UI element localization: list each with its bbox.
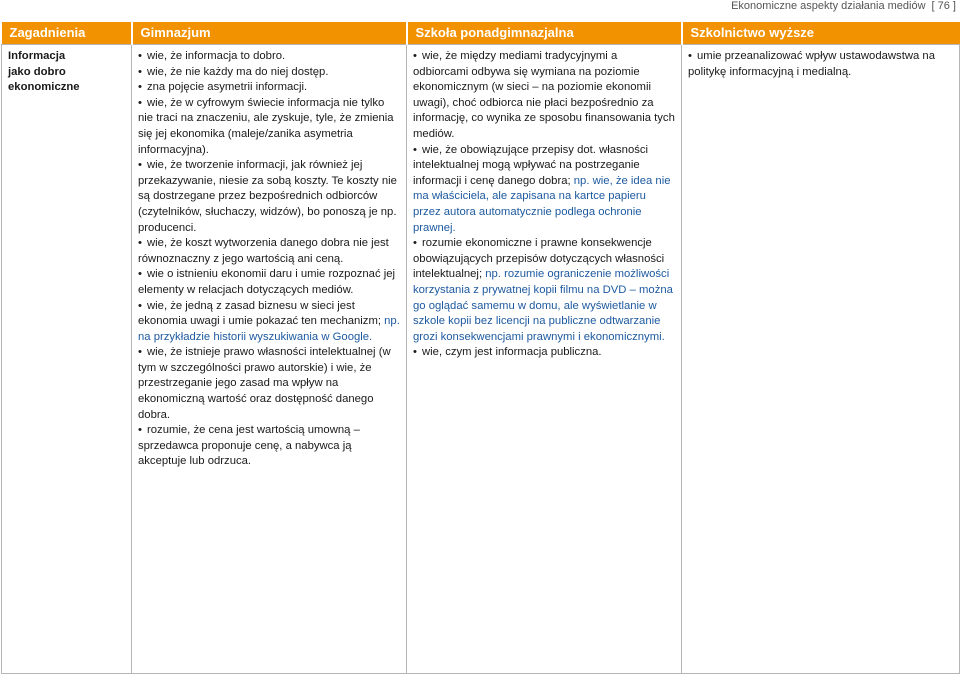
- bullet-icon: •: [138, 299, 142, 312]
- bullet-icon: •: [413, 143, 417, 156]
- ponadgimnazjalna-cell: [407, 45, 682, 674]
- item-text: wie, czym jest informacja publiczna.: [422, 346, 602, 359]
- bullet-icon: •: [138, 81, 142, 94]
- bullet-icon: •: [138, 346, 142, 359]
- table-header-row: [2, 22, 960, 45]
- topic-line: ekonomiczne: [8, 81, 80, 94]
- item-text: rozumie, że cena jest wartością umowną – sprzedawca proponuje cenę, a nabywca ją akceptuje lub odrzuca.: [138, 424, 360, 468]
- bullet-icon: •: [138, 65, 142, 78]
- running-header: [731, 0, 956, 12]
- column-header-ponadgimnazjalna: Szkoła ponadgimnazjalna: [407, 22, 682, 45]
- list-item: [138, 345, 400, 423]
- gimnazjum-cell: [132, 45, 407, 674]
- section-title: Ekonomiczne aspekty działania mediów: [731, 0, 926, 12]
- item-text: wie, że nie każdy ma do niej dostęp.: [147, 65, 329, 78]
- topic-cell: [2, 45, 132, 674]
- table-row: [2, 45, 960, 674]
- item-text: wie, że między mediami tradycyjnymi a odbiorcami odbywa się wymiana na poziomie ekonomicznym (w sieci – na poziomie ekonomii uwagi), choć odbiorca nie płaci bezpośrednio za informację, co wynika ze sposobu finansowania tych mediów.: [413, 50, 675, 140]
- list-item: [138, 299, 400, 346]
- list-item: [413, 236, 675, 345]
- column-header-gimnazjum: Gimnazjum: [132, 22, 407, 45]
- item-text: wie, że istnieje prawo własności intelektualnej (w tym w szczególności prawo autorskie) i wie, że przestrzeganie jego zasad ma wpływ na ekonomiczną wartość oraz dostępność danego dobra.: [138, 346, 391, 421]
- bullet-icon: •: [413, 346, 417, 359]
- bullet-icon: •: [138, 50, 142, 62]
- bullet-icon: •: [138, 96, 142, 109]
- bullet-icon: •: [688, 50, 692, 62]
- list-item: [138, 49, 400, 65]
- wyzsze-cell: [682, 45, 960, 674]
- bullet-icon: •: [138, 424, 142, 437]
- item-text: wie o istnieniu ekonomii daru i umie rozpoznać jej elementy w relacjach dotyczących mediów.: [138, 268, 396, 296]
- column-header-wyzsze: Szkolnictwo wyższe: [682, 22, 960, 45]
- list-item: [138, 158, 400, 236]
- column-header-zagadnienia: Zagadnienia: [2, 22, 132, 45]
- list-item: [138, 80, 400, 96]
- bullet-icon: •: [138, 268, 142, 281]
- list-item: [138, 423, 400, 470]
- item-text: rozumie ekonomiczne i prawne konsekwencje obowiązujących przepisów dotyczących własności intelektualnej;: [413, 237, 665, 281]
- item-text: wie, że koszt wytworzenia danego dobra nie jest równoznaczny z jego wartością ani ceną.: [138, 237, 389, 265]
- list-item: [138, 236, 400, 267]
- example-text: np. rozumie ograniczenie możliwości korzystania z prywatnej kopii filmu na DVD – można go oglądać samemu w domu, ale wyświetlanie w szkole kopii bez licencji na publiczne odtwarzanie grozi konsekwencjami prawnymi i ekonomicznymi.: [413, 268, 673, 343]
- list-item: [138, 96, 400, 158]
- list-item: [413, 49, 675, 143]
- list-item: [413, 143, 675, 237]
- list-item: [138, 267, 400, 298]
- item-text: wie, że obowiązujące przepisy dot. własności intelektualnej mogą wpływać na postrzeganie informacji i cenę danego dobra;: [413, 143, 649, 187]
- item-text: wie, że w cyfrowym świecie informacja nie tylko nie traci na znaczeniu, ale zyskuje, tyle, że zmienia się jej ekonomika (maleje/zanika asymetria informacyjna).: [138, 96, 394, 156]
- topic-line: Informacja: [8, 50, 66, 62]
- list-item: [688, 49, 953, 80]
- item-text: umie przeanalizować wpływ ustawodawstwa na politykę informacyjną i medialną.: [688, 50, 935, 78]
- topic-line: jako dobro: [8, 65, 66, 78]
- item-text: wie, że tworzenie informacji, jak również jej przekazywanie, niesie za sobą koszty. Te koszty nie są dostrzegane przez bezpośrednich odbiorców (czytelników, słuchaczy, widzów), bo ponoszą je np. producenci.: [138, 159, 397, 234]
- bullet-icon: •: [413, 50, 417, 62]
- bullet-icon: •: [138, 159, 142, 172]
- page-number: [ 76 ]: [931, 0, 956, 12]
- item-text: wie, że informacja to dobro.: [147, 50, 286, 62]
- bullet-icon: •: [138, 237, 142, 250]
- item-text: zna pojęcie asymetrii informacji.: [147, 81, 308, 94]
- curriculum-table: [1, 22, 960, 674]
- example-text: np. na przykładzie historii wyszukiwania w Google.: [138, 315, 400, 343]
- list-item: [413, 345, 675, 361]
- bullet-icon: •: [413, 237, 417, 250]
- example-text: np. wie, że idea nie ma właściciela, ale zapisana na kartce papieru przez autora automatycznie podlega ochronie prawnej.: [413, 174, 671, 234]
- list-item: [138, 65, 400, 81]
- item-text: wie, że jedną z zasad biznesu w sieci jest ekonomia uwagi i umie pokazać ten mechanizm;: [138, 299, 382, 328]
